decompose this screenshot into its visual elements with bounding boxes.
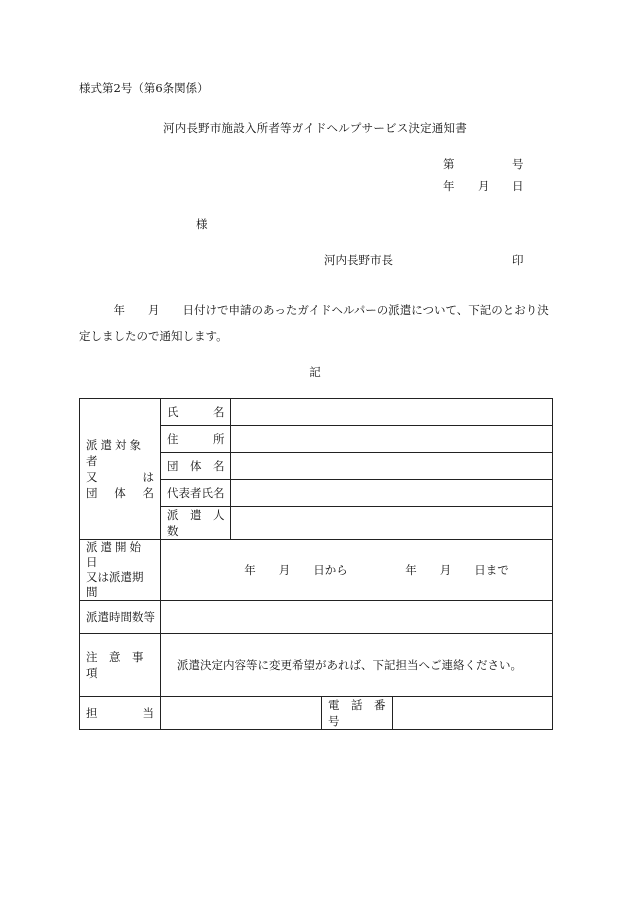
- table-row: [80, 540, 553, 601]
- address-value[interactable]: [231, 426, 553, 453]
- table-row: [80, 399, 553, 426]
- period-label-cell: [80, 540, 161, 601]
- issuer-name: 河内長野市長: [324, 253, 393, 267]
- hours-label: 派遣時間数等: [80, 601, 161, 634]
- addressee-suffix: 様: [196, 217, 208, 231]
- phone-label: 電 話 番 号: [322, 697, 393, 730]
- dispatch-count-value[interactable]: [231, 507, 553, 540]
- notes-value: 派遣決定内容等に変更希望があれば、下記担当へご連絡ください。: [161, 634, 553, 697]
- decision-table: [79, 398, 553, 730]
- table-row: [80, 634, 553, 697]
- rep-name-value[interactable]: [231, 480, 553, 507]
- period-label-line2: 又は派遣期間: [86, 570, 144, 599]
- seal-mark: 印: [512, 253, 524, 267]
- table-row: [80, 601, 553, 634]
- hours-value[interactable]: [161, 601, 553, 634]
- doc-number-suffix: 号: [512, 157, 524, 171]
- name-value[interactable]: [231, 399, 553, 426]
- name-label: 氏 名: [161, 399, 231, 426]
- target-label-line1: 派遣対象者: [86, 438, 144, 468]
- staff-label-right: 当: [142, 706, 154, 720]
- staff-label-left: 担: [86, 706, 98, 720]
- ki-heading: 記: [309, 365, 321, 379]
- target-label-group-2: 体: [114, 486, 126, 500]
- phone-value[interactable]: [393, 697, 553, 730]
- doc-number-prefix: 第: [443, 157, 455, 171]
- rep-name-label: 代表者氏名: [161, 480, 231, 507]
- group-name-label: 団 体 名: [161, 453, 231, 480]
- date-month: 月: [478, 179, 490, 193]
- target-label-cell: [80, 399, 161, 540]
- table-row: [80, 697, 553, 730]
- address-label: 住 所: [161, 426, 231, 453]
- group-name-value[interactable]: [231, 453, 553, 480]
- target-label-or-right: は: [142, 470, 154, 484]
- period-value[interactable]: 年 月 日から 年 月 日まで: [161, 540, 553, 601]
- staff-label-cell: [80, 697, 161, 730]
- date-day: 日: [512, 179, 524, 193]
- staff-value[interactable]: [161, 697, 322, 730]
- target-label-group-1: 団: [86, 486, 98, 500]
- body-paragraph: 年 月 日付けで申請のあったガイドヘルパーの派遣について、下記のとおり決定しましたので通知します。: [79, 303, 549, 343]
- dispatch-count-label: 派 遣 人 数: [161, 507, 231, 540]
- target-label-or-left: 又: [86, 470, 98, 484]
- notes-label: 注 意 事 項: [80, 634, 161, 697]
- target-label-group-3: 名: [142, 486, 154, 500]
- form-number: 様式第2号（第6条関係）: [79, 81, 209, 95]
- period-label-line1: 派遣開始日: [86, 540, 144, 569]
- date-year: 年: [443, 179, 455, 193]
- document-title: 河内長野市施設入所者等ガイドヘルプサービス決定通知書: [163, 121, 467, 135]
